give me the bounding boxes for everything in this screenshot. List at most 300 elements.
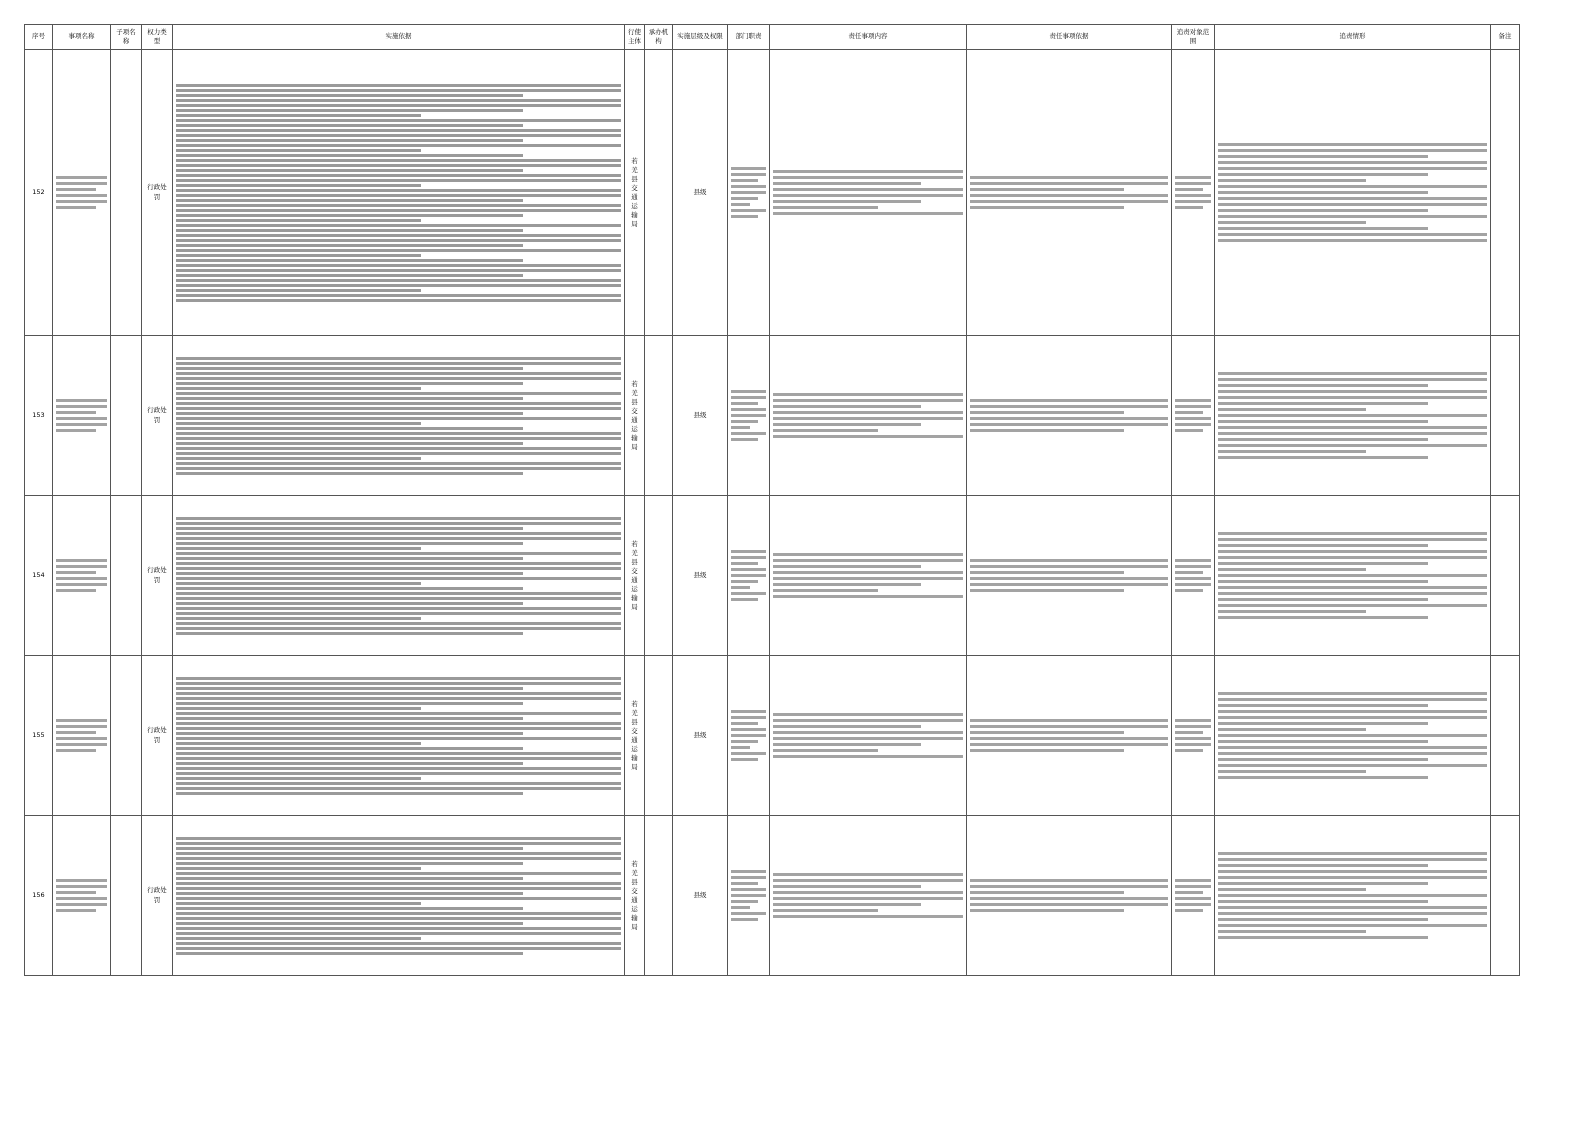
text-line-bar (1218, 456, 1428, 459)
text-line-bar (731, 390, 766, 393)
text-line-bar (56, 399, 107, 402)
illegible-text-placeholder (1218, 372, 1487, 459)
text-line-bar (1218, 894, 1487, 897)
text-line-bar (1218, 852, 1487, 855)
dept-cell (645, 816, 673, 976)
text-line-bar (1218, 562, 1428, 565)
respbasis-cell (967, 656, 1172, 816)
basis-cell (173, 50, 625, 336)
duty-cell (728, 816, 770, 976)
remark-cell (1491, 50, 1520, 336)
text-line-bar (176, 527, 523, 530)
illegible-text-placeholder (1218, 143, 1487, 242)
illegible-text-placeholder (1218, 852, 1487, 939)
text-line-bar (1218, 936, 1428, 939)
text-line-bar (1218, 450, 1366, 453)
text-line-bar (1175, 879, 1211, 882)
text-line-bar (176, 299, 621, 302)
text-line-bar (56, 200, 107, 203)
text-line-bar (773, 583, 921, 586)
text-line-bar (176, 572, 523, 575)
cases-cell (1215, 50, 1491, 336)
illegible-text-placeholder (970, 719, 1168, 752)
text-line-bar (176, 587, 523, 590)
text-line-bar (176, 707, 421, 710)
illegible-text-placeholder (773, 713, 963, 758)
text-line-bar (56, 182, 107, 185)
text-line-bar (176, 114, 421, 117)
text-line-bar (176, 712, 621, 715)
text-line-bar (773, 903, 921, 906)
text-line-bar (176, 194, 621, 197)
illegible-text-placeholder (970, 559, 1168, 592)
subject-cell (625, 50, 645, 336)
text-line-bar (731, 167, 766, 170)
text-line-bar (176, 727, 621, 730)
text-line-bar (176, 289, 421, 292)
content-cell (770, 656, 967, 816)
text-line-bar (731, 746, 750, 749)
text-line-bar (731, 580, 758, 583)
text-line-bar (773, 909, 878, 912)
header-sub: 子项名称 (111, 25, 142, 50)
text-line-bar (56, 749, 96, 752)
text-line-bar (1218, 758, 1428, 761)
text-line-bar (773, 188, 963, 191)
text-line-bar (176, 607, 621, 610)
text-line-bar (1218, 143, 1487, 146)
text-line-bar (176, 99, 621, 102)
text-line-bar (56, 429, 96, 432)
text-line-bar (56, 879, 107, 882)
text-line-bar (176, 872, 621, 875)
text-line-bar (56, 423, 107, 426)
text-line-bar (1218, 155, 1428, 158)
text-line-bar (176, 792, 523, 795)
text-line-bar (1218, 710, 1487, 713)
text-line-bar (176, 772, 621, 775)
text-line-bar (773, 399, 963, 402)
text-line-bar (176, 164, 621, 167)
text-line-bar (1218, 888, 1366, 891)
power-type-cell: 行政处罚 (142, 656, 173, 816)
text-line-bar (970, 559, 1168, 562)
illegible-text-placeholder (176, 357, 621, 475)
text-line-bar (773, 725, 921, 728)
table-row (25, 496, 1520, 656)
sub-cell (111, 816, 142, 976)
illegible-text-placeholder (176, 677, 621, 795)
item-cell (53, 336, 111, 496)
text-line-bar (176, 582, 421, 585)
text-line-bar (731, 197, 758, 200)
text-line-bar (1218, 746, 1487, 749)
text-line-bar (176, 617, 421, 620)
text-line-bar (56, 411, 96, 414)
text-line-bar (176, 219, 421, 222)
text-line-bar (176, 577, 621, 580)
text-line-bar (176, 159, 621, 162)
text-line-bar (731, 185, 766, 188)
text-line-bar (970, 879, 1168, 882)
text-line-bar (731, 906, 750, 909)
text-line-bar (970, 423, 1168, 426)
text-line-bar (773, 405, 921, 408)
header-content: 责任事项内容 (770, 25, 967, 50)
text-line-bar (970, 897, 1168, 900)
text-line-bar (176, 109, 523, 112)
cases-cell (1215, 496, 1491, 656)
text-line-bar (176, 427, 523, 430)
header-respbasis: 责任事项依据 (967, 25, 1172, 50)
text-line-bar (176, 279, 621, 282)
text-line-bar (773, 897, 963, 900)
text-line-bar (176, 89, 621, 92)
basis-cell (173, 496, 625, 656)
text-line-bar (1175, 719, 1211, 722)
text-line-bar (176, 94, 523, 97)
text-line-bar (1218, 912, 1487, 915)
illegible-text-placeholder (731, 550, 766, 601)
text-line-bar (56, 589, 96, 592)
text-line-bar (970, 903, 1168, 906)
respbasis-cell (967, 336, 1172, 496)
text-line-bar (970, 206, 1124, 209)
text-line-bar (176, 209, 621, 212)
text-line-bar (773, 417, 963, 420)
text-line-bar (176, 747, 523, 750)
text-line-bar (1175, 909, 1203, 912)
dept-cell (645, 656, 673, 816)
scope-cell (1172, 336, 1215, 496)
text-line-bar (773, 589, 878, 592)
text-line-bar (731, 556, 766, 559)
text-line-bar (176, 702, 523, 705)
text-line-bar (176, 787, 621, 790)
text-line-bar (1175, 589, 1203, 592)
text-line-bar (731, 203, 750, 206)
text-line-bar (773, 553, 963, 556)
text-line-bar (731, 882, 758, 885)
text-line-bar (176, 602, 523, 605)
text-line-bar (1218, 616, 1428, 619)
text-line-bar (176, 952, 523, 955)
text-line-bar (176, 737, 621, 740)
text-line-bar (731, 734, 766, 737)
text-line-bar (176, 144, 621, 147)
text-line-bar (56, 731, 96, 734)
text-line-bar (773, 423, 921, 426)
text-line-bar (176, 857, 621, 860)
text-line-bar (56, 559, 107, 562)
text-line-bar (56, 565, 107, 568)
text-line-bar (176, 682, 621, 685)
text-line-bar (1175, 891, 1203, 894)
text-line-bar (1175, 423, 1211, 426)
text-line-bar (1218, 173, 1428, 176)
text-line-bar (176, 622, 621, 625)
text-line-bar (1218, 215, 1487, 218)
text-line-bar (970, 188, 1124, 191)
illegible-text-placeholder (1218, 532, 1487, 619)
text-line-bar (970, 885, 1168, 888)
text-line-bar (773, 577, 963, 580)
text-line-bar (1175, 405, 1211, 408)
text-line-bar (1218, 568, 1366, 571)
text-line-bar (176, 249, 621, 252)
text-line-bar (731, 888, 766, 891)
illegible-text-placeholder (176, 837, 621, 955)
text-line-bar (773, 212, 963, 215)
text-line-bar (773, 743, 921, 746)
respbasis-cell (967, 496, 1172, 656)
responsibility-table (24, 24, 1520, 976)
text-line-bar (731, 426, 750, 429)
text-line-bar (176, 169, 523, 172)
text-line-bar (176, 852, 621, 855)
text-line-bar (176, 942, 621, 945)
illegible-text-placeholder (731, 390, 766, 441)
text-line-bar (731, 562, 758, 565)
text-line-bar (56, 737, 107, 740)
text-line-bar (176, 129, 621, 132)
text-line-bar (176, 412, 523, 415)
text-line-bar (1218, 161, 1487, 164)
text-line-bar (1175, 176, 1211, 179)
subject-cell (625, 496, 645, 656)
text-line-bar (773, 411, 963, 414)
text-line-bar (773, 393, 963, 396)
text-line-bar (970, 583, 1168, 586)
text-line-bar (731, 408, 766, 411)
text-line-bar (1175, 725, 1211, 728)
text-line-bar (731, 396, 766, 399)
text-line-bar (56, 909, 96, 912)
subject-text: 若羌县交通运输局 (631, 859, 638, 931)
text-line-bar (1218, 390, 1487, 393)
text-line-bar (176, 877, 523, 880)
text-line-bar (731, 586, 750, 589)
subject-text: 若羌县交通运输局 (631, 539, 638, 611)
header-no: 序号 (25, 25, 53, 50)
level-cell: 县级 (673, 336, 728, 496)
text-line-bar (1218, 532, 1487, 535)
row-number: 152 (25, 50, 53, 336)
cases-cell (1215, 656, 1491, 816)
sub-cell (111, 496, 142, 656)
text-line-bar (773, 200, 921, 203)
text-line-bar (56, 903, 107, 906)
illegible-text-placeholder (970, 176, 1168, 209)
text-line-bar (731, 438, 758, 441)
text-line-bar (731, 420, 758, 423)
text-line-bar (176, 912, 621, 915)
text-line-bar (970, 417, 1168, 420)
text-line-bar (1175, 200, 1211, 203)
text-line-bar (176, 937, 421, 940)
text-line-bar (970, 182, 1168, 185)
text-line-bar (176, 902, 421, 905)
cases-cell (1215, 336, 1491, 496)
text-line-bar (176, 387, 421, 390)
header-remark: 备注 (1491, 25, 1520, 50)
text-line-bar (970, 891, 1124, 894)
text-line-bar (176, 104, 621, 107)
text-line-bar (176, 692, 621, 695)
text-line-bar (56, 583, 107, 586)
text-line-bar (176, 472, 523, 475)
illegible-text-placeholder (731, 710, 766, 761)
text-line-bar (176, 562, 621, 565)
text-line-bar (176, 842, 621, 845)
text-line-bar (1175, 737, 1211, 740)
text-line-bar (56, 743, 107, 746)
text-line-bar (773, 176, 963, 179)
illegible-text-placeholder (773, 393, 963, 438)
illegible-text-placeholder (773, 873, 963, 918)
text-line-bar (176, 632, 523, 635)
header-row (25, 25, 1520, 50)
header-subject: 行使主体 (625, 25, 645, 50)
text-line-bar (176, 294, 621, 297)
text-line-bar (1175, 194, 1211, 197)
text-line-bar (176, 244, 523, 247)
scope-cell (1172, 496, 1215, 656)
header-level: 实施层级及权限 (673, 25, 728, 50)
subject-text: 若羌县交通运输局 (631, 156, 638, 228)
text-line-bar (176, 259, 523, 262)
text-line-bar (176, 592, 621, 595)
text-line-bar (176, 552, 621, 555)
text-line-bar (773, 571, 963, 574)
level-cell: 县级 (673, 496, 728, 656)
text-line-bar (731, 728, 766, 731)
text-line-bar (176, 357, 621, 360)
text-line-bar (773, 565, 921, 568)
text-line-bar (56, 417, 107, 420)
text-line-bar (731, 550, 766, 553)
text-line-bar (176, 517, 621, 520)
text-line-bar (1175, 429, 1203, 432)
text-line-bar (176, 927, 621, 930)
text-line-bar (1218, 402, 1428, 405)
text-line-bar (176, 139, 523, 142)
text-line-bar (176, 932, 621, 935)
text-line-bar (1218, 858, 1487, 861)
text-line-bar (773, 731, 963, 734)
illegible-text-placeholder (970, 879, 1168, 912)
text-line-bar (176, 119, 621, 122)
text-line-bar (176, 947, 621, 950)
duty-cell (728, 496, 770, 656)
text-line-bar (56, 206, 96, 209)
text-line-bar (1218, 209, 1428, 212)
remark-cell (1491, 336, 1520, 496)
text-line-bar (176, 224, 621, 227)
text-line-bar (970, 429, 1124, 432)
text-line-bar (731, 568, 766, 571)
text-line-bar (176, 362, 621, 365)
text-line-bar (176, 627, 621, 630)
text-line-bar (1218, 918, 1428, 921)
text-line-bar (176, 862, 523, 865)
text-line-bar (1218, 592, 1487, 595)
text-line-bar (1218, 900, 1428, 903)
text-line-bar (773, 435, 963, 438)
text-line-bar (970, 200, 1168, 203)
text-line-bar (176, 757, 621, 760)
text-line-bar (1218, 197, 1487, 200)
text-line-bar (1218, 864, 1428, 867)
text-line-bar (1218, 882, 1428, 885)
text-line-bar (1218, 770, 1366, 773)
text-line-bar (1218, 704, 1428, 707)
text-line-bar (176, 847, 523, 850)
text-line-bar (176, 767, 621, 770)
illegible-text-placeholder (56, 176, 107, 209)
dept-cell (645, 50, 673, 336)
text-line-bar (773, 719, 963, 722)
text-line-bar (176, 917, 621, 920)
text-line-bar (176, 367, 523, 370)
text-line-bar (176, 907, 523, 910)
text-line-bar (731, 574, 766, 577)
text-line-bar (773, 737, 963, 740)
text-line-bar (731, 722, 758, 725)
text-line-bar (56, 405, 107, 408)
item-cell (53, 496, 111, 656)
text-line-bar (56, 897, 107, 900)
text-line-bar (970, 731, 1124, 734)
scope-cell (1172, 816, 1215, 976)
level-cell: 县级 (673, 816, 728, 976)
text-line-bar (1175, 897, 1211, 900)
text-line-bar (1175, 885, 1211, 888)
text-line-bar (176, 204, 621, 207)
illegible-text-placeholder (1175, 176, 1211, 209)
text-line-bar (1218, 239, 1487, 242)
text-line-bar (176, 442, 523, 445)
text-line-bar (176, 392, 621, 395)
illegible-text-placeholder (1175, 399, 1211, 432)
text-line-bar (176, 717, 523, 720)
row-number: 153 (25, 336, 53, 496)
text-line-bar (970, 725, 1168, 728)
content-cell (770, 496, 967, 656)
text-line-bar (176, 284, 621, 287)
text-line-bar (176, 467, 621, 470)
text-line-bar (773, 713, 963, 716)
header-duty: 部门职责 (728, 25, 770, 50)
text-line-bar (970, 411, 1124, 414)
text-line-bar (1218, 698, 1487, 701)
text-line-bar (56, 571, 96, 574)
header-type: 权力类型 (142, 25, 173, 50)
text-line-bar (176, 179, 621, 182)
text-line-bar (731, 402, 758, 405)
text-line-bar (176, 407, 621, 410)
illegible-text-placeholder (176, 517, 621, 635)
text-line-bar (176, 612, 621, 615)
text-line-bar (176, 722, 621, 725)
text-line-bar (176, 522, 621, 525)
text-line-bar (773, 749, 878, 752)
text-line-bar (176, 254, 421, 257)
item-cell (53, 816, 111, 976)
text-line-bar (176, 462, 621, 465)
illegible-text-placeholder (56, 879, 107, 912)
text-line-bar (731, 758, 758, 761)
